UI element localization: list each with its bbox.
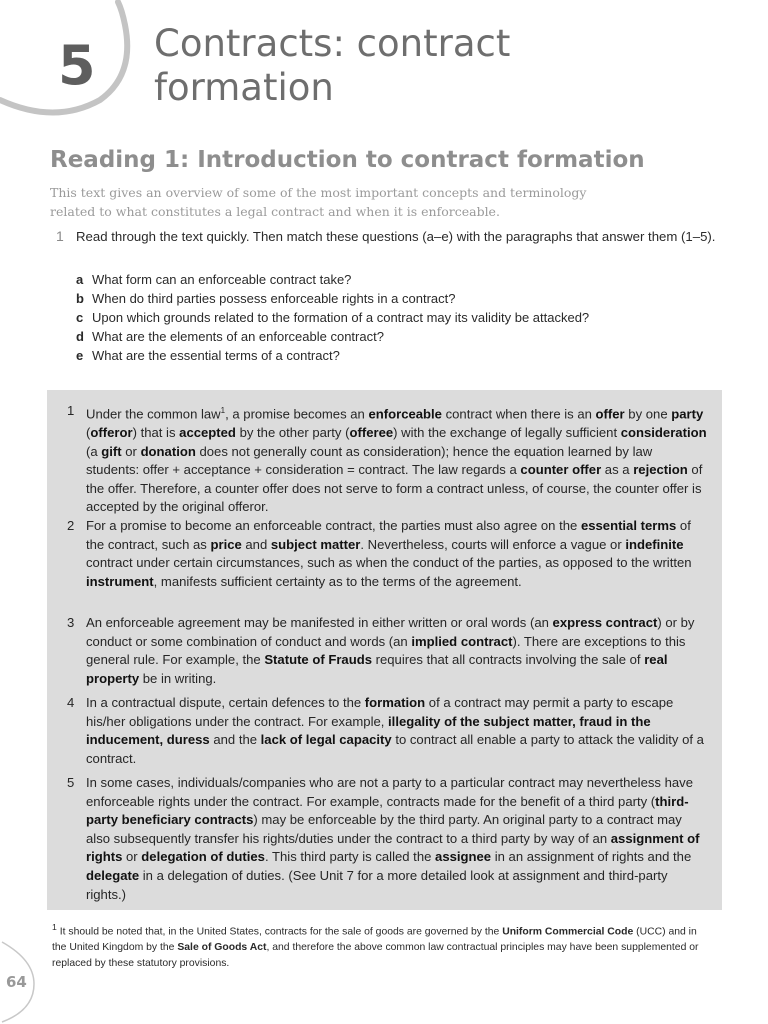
question-item [76, 308, 612, 327]
unit-title-line-2: formation [154, 66, 334, 109]
footnote-marker: 1 [52, 922, 57, 932]
key-term: Sale of Goods Act [177, 942, 267, 954]
question-item [76, 346, 716, 365]
question-list [76, 270, 716, 365]
footnote [52, 919, 712, 972]
reading-title: Reading 1: Introduction to contract formation [50, 147, 645, 173]
question-letter: b [76, 291, 84, 306]
paragraph [67, 774, 707, 904]
paragraph [67, 402, 707, 517]
question-text: When do third parties possess enforceable rights in a contract? [92, 291, 456, 306]
paragraph-number: 2 [67, 518, 75, 533]
question-letter: c [76, 310, 84, 325]
key-term: illegality of the subject matter, fraud in the inducement, duress [86, 713, 651, 748]
key-term: gift [101, 443, 122, 459]
key-term: counter offer [520, 462, 602, 478]
question-letter: d [76, 329, 84, 344]
paragraph-text: Under the common law$^1$, a promise becomes an enforceable contract when there is an offer by one party (offeror) that is accepted by the other party (offeree) with the exchange of legally sufficient consideration (a gift or donation does not generally count as consideration); hence the equation learned by law students: offer + acceptance + consideration = contract. The law regards a counter offer as a rejection of the offer. Therefore, a counter offer does not serve to form a contract unless, of course, the counter offer is accepted by the original offeror. [86, 406, 707, 515]
key-term: subject matter [270, 536, 361, 552]
question-text: Upon which grounds related to the formation of a contract may its validity be attacked? [92, 310, 590, 325]
key-term: enforceable [368, 406, 442, 422]
key-term: formation [364, 695, 426, 710]
key-term: offeree [349, 424, 394, 440]
key-term: essential terms [580, 518, 677, 533]
paragraph [67, 694, 707, 768]
key-term: express contract [552, 615, 658, 630]
paragraph-number: 1 [67, 403, 75, 418]
reading-intro [50, 183, 670, 221]
footnote-text: It should be noted that, in the United States, contracts for the sale of goods are governed by the Uniform Commercial Code (UCC) and in the United Kingdom by the Sale of Goods Act, and therefore the above common law contractual principles may have been supplemented or replaced by these statutory provisions. [52, 926, 699, 970]
paragraph-text: In some cases, individuals/companies who are not a party to a particular contract may nevertheless have enforceable rights under the contract. For example, contracts made for the benefit of a third party (third-party beneficiary contracts) may be enforceable by the third party. An original party to a contract may also subsequently transfer his rights/duties under the contract to a third party by way of an assignment of rights or delegation of duties. This third party is called the assignee in an assignment of rights and the delegate in a delegation of duties. (See Unit 7 for a more detailed look at assignment and third-party rights.) [86, 775, 700, 902]
question-item [76, 270, 716, 289]
paragraph-text: In a contractual dispute, certain defences to the formation of a contract may permit a party to escape his/her obligations under the contract. For example, illegality of the subject matter, fraud in the inducement, duress and the lack of legal capacity to contract all enable a party to attack the validity of a contract. [86, 695, 704, 766]
key-term: Uniform Commercial Code [502, 926, 634, 938]
key-term: Statute of Frauds [264, 652, 372, 668]
reading-text-box [47, 390, 722, 910]
intro-line-1: This text gives an overview of some of the most important concepts and terminology [50, 185, 587, 200]
question-item [76, 289, 716, 308]
paragraph [67, 614, 707, 688]
question-text: What are the essential terms of a contract? [92, 348, 340, 363]
page-number: 64 [6, 973, 27, 991]
key-term: donation [140, 443, 196, 459]
unit-title [154, 22, 510, 110]
unit-number: 5 [58, 34, 96, 97]
key-term: offeror [90, 424, 133, 440]
paragraph-number: 5 [67, 775, 75, 790]
key-term: consideration [620, 424, 707, 440]
unit-title-line-1: Contracts: contract [154, 22, 511, 65]
exercise-number: 1 [56, 228, 64, 244]
paragraph [67, 517, 707, 591]
key-term: accepted [179, 424, 236, 440]
paragraph-number: 4 [67, 695, 75, 710]
key-term: rejection [633, 462, 688, 478]
key-term: real property [86, 652, 668, 686]
paragraph-number: 3 [67, 615, 75, 630]
intro-line-2: related to what constitutes a legal contract and when it is enforceable. [50, 204, 500, 219]
paragraph-text: For a promise to become an enforceable contract, the parties must also agree on the essential terms of the contract, such as price and subject matter. Nevertheless, courts will enforce a vague or indefinite contract under certain circumstances, such as when the conduct of the parties, as opposed to the written instrument, manifests sufficient certainty as to the terms of the agreement. [86, 518, 692, 589]
key-term: indefinite [625, 536, 684, 552]
key-term: offer [595, 406, 625, 422]
key-term: party [671, 406, 704, 422]
key-term: third-party beneficiary contracts [86, 793, 689, 828]
key-term: lack of legal capacity [260, 732, 392, 748]
question-letter: a [76, 272, 84, 287]
exercise-instruction [56, 227, 716, 246]
exercise-text: Read through the text quickly. Then match these questions (a–e) with the paragraphs that answer them (1–5). [76, 229, 716, 244]
question-item [76, 327, 716, 346]
question-letter: e [76, 348, 84, 363]
key-term: assignment of rights [86, 830, 700, 865]
question-text: What are the elements of an enforceable contract? [92, 329, 384, 344]
key-term: instrument [86, 573, 154, 589]
key-term: implied contract [411, 633, 513, 649]
key-term: delegate [86, 867, 140, 883]
paragraph-text: An enforceable agreement may be manifested in either written or oral words (an express contract) or by conduct or some combination of conduct and words (an implied contract). There are exceptions to this general rule. For example, the Statute of Frauds requires that all contracts involving the sale of real property be in writing. [86, 615, 695, 686]
key-term: price [210, 536, 242, 552]
key-term: assignee [435, 849, 492, 865]
question-text: What form can an enforceable contract take? [92, 272, 352, 287]
key-term: delegation of duties [141, 849, 265, 865]
